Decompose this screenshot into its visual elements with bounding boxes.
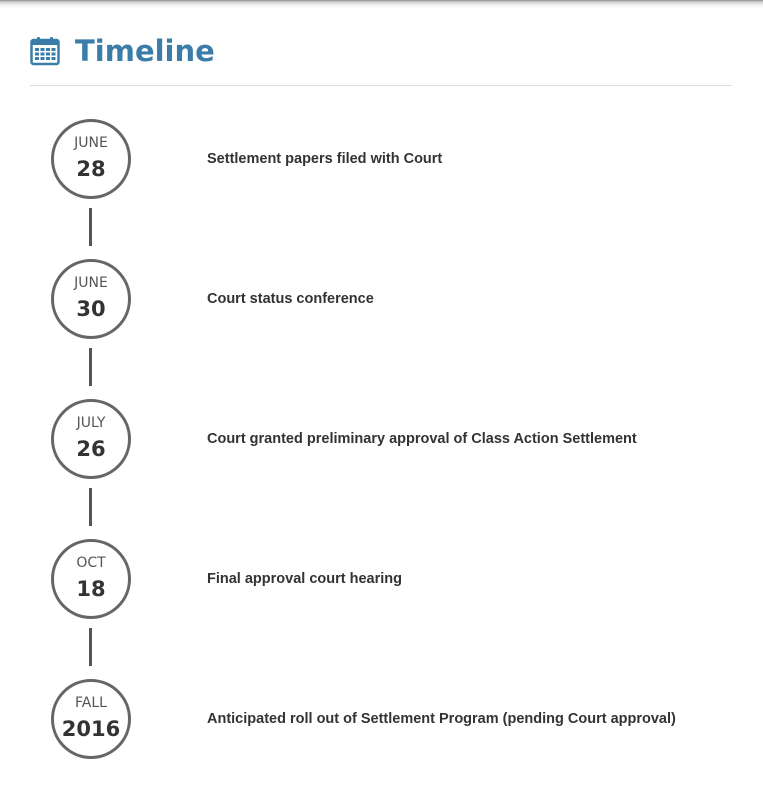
date-badge	[51, 679, 131, 759]
date-month: JUNE	[74, 135, 108, 151]
page-title: Timeline	[75, 34, 215, 68]
date-day: 2016	[61, 717, 121, 741]
date-day: 28	[76, 157, 106, 181]
timeline-event	[0, 679, 763, 759]
event-description: Anticipated roll out of Settlement Program (pending Court approval)	[207, 711, 676, 727]
date-month: OCT	[76, 555, 106, 571]
timeline-event	[0, 539, 763, 619]
event-description: Court status conference	[207, 291, 374, 307]
date-badge	[51, 539, 131, 619]
timeline-connector	[89, 348, 92, 386]
date-day: 26	[76, 437, 106, 461]
timeline-connector	[89, 488, 92, 526]
date-badge	[51, 399, 131, 479]
date-month: JUNE	[74, 275, 108, 291]
timeline-connector	[89, 628, 92, 666]
timeline-event	[0, 259, 763, 339]
timeline-event	[0, 119, 763, 199]
event-description: Final approval court hearing	[207, 571, 402, 587]
date-month: FALL	[75, 695, 107, 711]
date-day: 18	[76, 577, 106, 601]
timeline-event	[0, 399, 763, 479]
event-description: Settlement papers filed with Court	[207, 151, 443, 167]
timeline-connector	[89, 208, 92, 246]
date-day: 30	[76, 297, 106, 321]
date-badge	[51, 119, 131, 199]
date-month: JULY	[76, 415, 106, 431]
event-description: Court granted preliminary approval of Class Action Settlement	[207, 431, 637, 447]
date-badge	[51, 259, 131, 339]
